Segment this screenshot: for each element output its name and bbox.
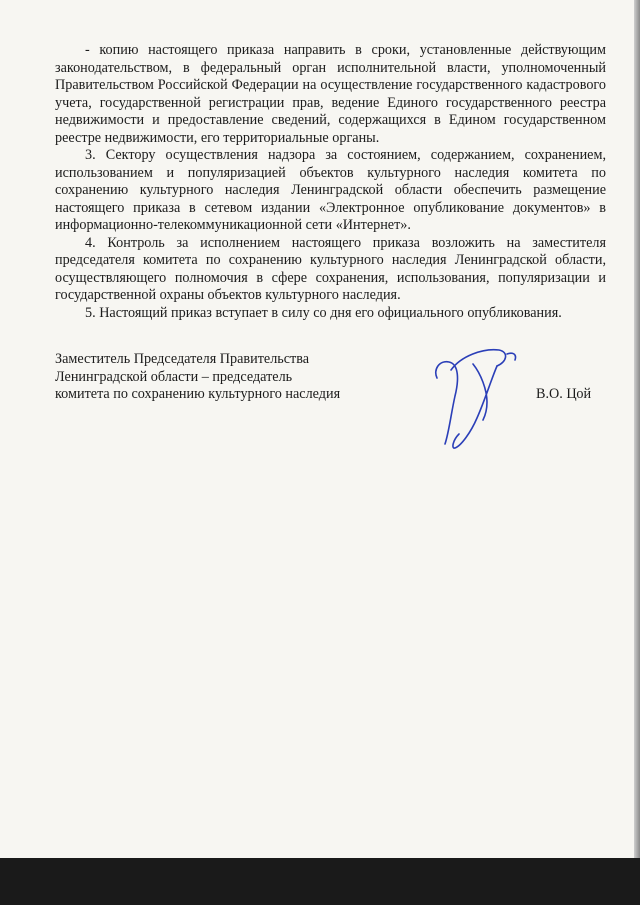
signatory-title-line-3: комитета по сохранению культурного наследия [55, 386, 341, 402]
scan-bottom-border [0, 858, 640, 905]
signatory-title-line-1: Заместитель Председателя Правительства [55, 351, 310, 367]
handwritten-signature-icon [425, 340, 535, 452]
paragraph-item-4: 4. Контроль за исполнением настоящего приказа возложить на заместителя председателя комитета по сохранению культурного наследия Ленинградской области, осуществляющего полномочия в сфере сохранения, использования, популяризации и государственной охраны объектов культурного наследия. [55, 234, 606, 303]
signatory-title [55, 351, 340, 404]
paragraph-copy-order: - копию настоящего приказа направить в сроки, установленные действующим законодательством, в федеральный орган исполнительной власти, уполномоченный Правительством Российской Федерации на осуществление государственного кадастрового учета, государственной регистрации прав, ведение Единого государственного реестра недвижимости и предоставление сведений, содержащихся в Едином государственном реестре недвижимости, его территориальные органы. [55, 42, 606, 146]
signatory-name: В.О. Цой [536, 386, 592, 402]
paragraph-item-5: 5. Настоящий приказ вступает в силу со дня его официального опубликования. [85, 304, 562, 321]
document-body [55, 42, 606, 322]
page-edge-shadow [634, 0, 640, 858]
signatory-title-line-2: Ленинградской области – председатель [55, 368, 293, 385]
paragraph-item-3: 3. Сектору осуществления надзора за состоянием, содержанием, сохранением, использованием и популяризацией объектов культурного наследия комитета по сохранению культурного наследия Ленинградской области обеспечить размещение настоящего приказа в сетевом издании «Электронное опубликование документов» в информационно-телекоммуникационной сети «Интернет». [55, 147, 606, 233]
